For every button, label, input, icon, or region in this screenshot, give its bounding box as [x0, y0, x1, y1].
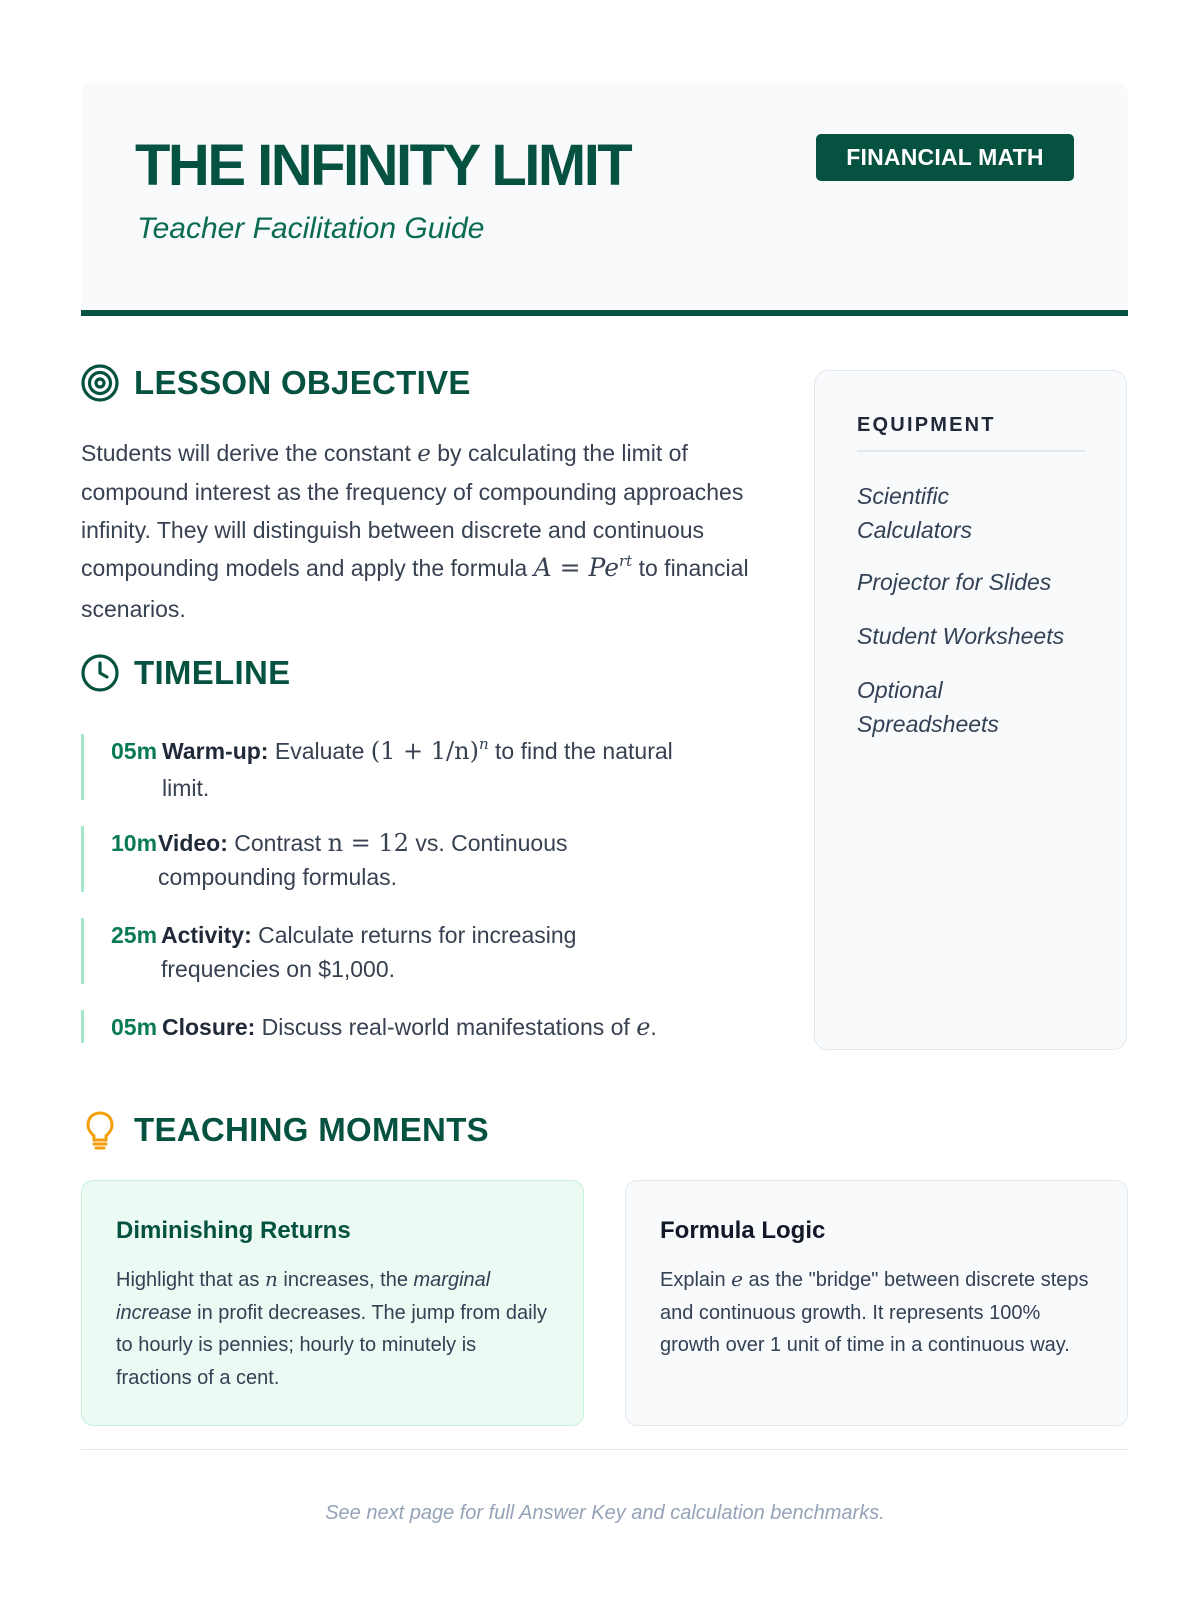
timeline-item [81, 1010, 742, 1043]
timeline-duration: 05m [111, 738, 158, 764]
card-title: Diminishing Returns [116, 1217, 351, 1244]
timeline-description: Video: Contrast n = 12 vs. Continuous compounding formulas. [158, 829, 568, 890]
objective-heading [80, 363, 471, 403]
page-title: THE INFINITY LIMIT [135, 133, 631, 198]
card-body: Highlight that as n increases, the marginal increase in profit decreases. The jump from daily to hourly is pennies; hourly to minutely is fractions of a cent. [116, 1267, 547, 1389]
card-body: Explain e as the "bridge" between discrete steps and continuous growth. It represents 100% growth over 1 unit of time in a continuous way. [660, 1267, 1089, 1356]
teaching-heading [80, 1110, 489, 1150]
footer-divider [81, 1449, 1128, 1450]
equipment-panel [814, 370, 1127, 1050]
timeline-heading-label: TIMELINE [134, 654, 291, 691]
header [81, 81, 1128, 316]
objective-text: Students will derive the constant e by calculating the limit of compound interest as the frequency of compounding approaches infinity. They will distinguish between discrete and continuous compounding models and apply the formula $A = Pe^{rt}$ to financial scenarios. [81, 440, 749, 622]
equipment-item: Scientific Calculators [857, 483, 973, 543]
timeline-item [81, 826, 628, 892]
clock-icon [80, 653, 120, 693]
timeline-duration: 10m [111, 830, 158, 856]
timeline-duration: 25m [111, 922, 158, 948]
timeline-description: Activity: Calculate returns for increasing frequencies on $1,000. [161, 922, 577, 982]
subject-badge: FINANCIAL MATH [816, 134, 1074, 181]
timeline-description: Closure: Discuss real-world manifestations of e. [162, 1013, 657, 1041]
timeline-duration: 05m [111, 1014, 158, 1040]
equipment-title: EQUIPMENT [857, 414, 1085, 452]
target-icon [80, 363, 120, 403]
page-subtitle: Teacher Facilitation Guide [137, 212, 485, 245]
lightbulb-icon [80, 1110, 120, 1150]
timeline-description: Warm-up: Evaluate $(1 + 1/n)^n$ to find the natural limit. [162, 735, 673, 801]
timeline-item [81, 918, 631, 984]
card-formula-logic [625, 1180, 1128, 1426]
teaching-heading-label: TEACHING MOMENTS [134, 1111, 489, 1148]
footer-note: See next page for full Answer Key and calculation benchmarks. [325, 1502, 885, 1524]
card-title: Formula Logic [660, 1217, 826, 1244]
timeline-item [81, 734, 722, 800]
timeline-heading [80, 653, 290, 693]
card-diminishing-returns [81, 1180, 584, 1426]
equipment-item: Student Worksheets [857, 623, 1065, 649]
equipment-item: Projector for Slides [857, 569, 1052, 595]
objective-heading-label: LESSON OBJECTIVE [134, 364, 471, 401]
equipment-item: Optional Spreadsheets [857, 677, 999, 737]
